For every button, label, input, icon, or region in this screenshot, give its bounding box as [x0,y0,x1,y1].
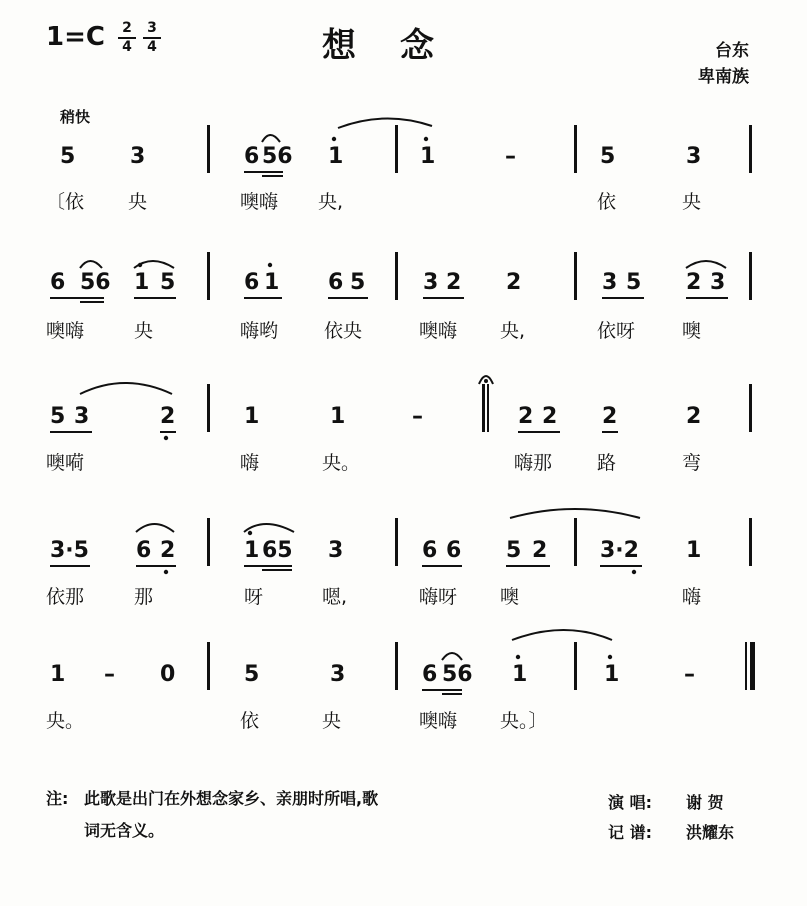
note: 5 [160,270,176,295]
note: 3 [130,144,146,169]
lyric: 呀 [244,586,264,608]
note: 2 [518,404,534,429]
lyric: 弯 [682,452,702,474]
barline [207,252,210,300]
slur [338,118,432,128]
slur [262,135,280,142]
barline [207,642,210,690]
fermata-dot [484,379,488,383]
lyric: 噢嗬 [46,452,85,474]
lyric: 噢嗨 [240,191,279,213]
note: 3 [710,270,726,295]
octave-dot-low [164,436,168,440]
note: 56 [442,662,473,687]
lyric: 路 [597,452,617,474]
note: 6 [244,144,260,169]
note: 6 [446,538,462,563]
note: 2 [602,404,618,429]
tempo-marking: 稍快 [60,108,91,126]
barline [574,125,577,173]
lyric: 嗨呀 [419,586,458,608]
slur [134,261,174,268]
slur [510,509,640,518]
octave-dot [248,531,252,535]
lyric: 央 [128,191,148,213]
barline [749,518,752,566]
lyric: 那 [134,586,154,608]
key-signature: 1=C [46,22,105,52]
barline [207,384,210,432]
barline [749,125,752,173]
transcriber-name: 洪耀东 [686,823,735,842]
octave-dot [332,137,336,141]
note: 5 [60,144,76,169]
octave-dot-low [632,570,636,574]
octave-dot-low [164,570,168,574]
double-barline [487,384,489,432]
note: 2 [686,404,702,429]
note: 2 [532,538,548,563]
slur [686,261,726,268]
note-label: 注: [46,789,69,808]
dash: – [684,662,695,687]
note: 3·5 [50,538,89,563]
octave-dot [608,655,612,659]
note: 5 [506,538,522,563]
lyric: 央。 [46,710,85,732]
final-barline-thick [750,642,755,690]
note: 3 [74,404,90,429]
dash: – [412,404,423,429]
note-high: 1 [604,662,620,687]
note: 5 [626,270,642,295]
barline [574,252,577,300]
time-signature-2-4: 2 4 [118,20,136,56]
note: 3 [330,662,346,687]
barline [749,252,752,300]
barline [207,518,210,566]
slur [136,524,174,532]
note: 3 [602,270,618,295]
note-high: 1 [134,270,150,295]
note: 2 [160,404,176,429]
lyric: 依那 [46,586,85,608]
song-title: 想念 [322,26,478,66]
barline [574,518,577,566]
note: 1 [244,404,260,429]
double-barline [482,384,485,432]
origin-region: 台东 [715,41,749,61]
lyric: 嗨 [240,452,260,474]
origin-ethnic-group: 卑南族 [698,67,749,87]
note: 56 [80,270,111,295]
time-signature-3-4: 3 4 [143,20,161,56]
lyric: 央 [322,710,342,732]
lyric: 噢嗨 [46,320,85,342]
note-high: 1 [512,662,528,687]
lyric: 嗨 [682,586,702,608]
slur [80,383,172,394]
lyric: 央 [682,191,702,213]
note-high: 1 [264,270,280,295]
note: 6 [328,270,344,295]
dash: – [104,662,115,687]
slur [244,524,294,532]
note: 1 [686,538,702,563]
octave-dot [424,137,428,141]
note-high: 1 [244,538,260,563]
lyric: 依央 [324,320,363,342]
lyric: 央, [500,320,526,342]
dash: – [505,144,516,169]
barline [395,642,398,690]
lyric: 依 [240,710,260,732]
note: 5 [50,404,66,429]
barline [395,125,398,173]
note: 2 [506,270,522,295]
note: 6 [50,270,66,295]
note: 6 [136,538,152,563]
note: 65 [262,538,293,563]
barline [749,384,752,432]
note: 6 [244,270,260,295]
lyric: 依呀 [597,320,636,342]
transcriber-label: 记 谱: [608,823,652,842]
slur [80,261,102,268]
note: 2 [446,270,462,295]
note: 1 [330,404,346,429]
barline [207,125,210,173]
slur [442,653,462,660]
note: 2 [686,270,702,295]
fermata-icon [479,376,493,384]
note: 3·2 [600,538,639,563]
lyric: 噢 [682,320,702,342]
slur [512,630,612,640]
note: 2 [542,404,558,429]
octave-dot [138,263,142,267]
lyric: 噢 [500,586,520,608]
lyric: 嗨哟 [240,320,279,342]
singer-label: 演 唱: [608,793,652,812]
lyric: 央。〕 [500,710,548,732]
note-text-line2: 词无含义。 [84,821,165,840]
note: 6 [422,662,438,687]
singer-name: 谢 贺 [686,793,724,812]
barline [574,642,577,690]
note: 5 [244,662,260,687]
note: 1 [50,662,66,687]
note: 5 [600,144,616,169]
lyric: 〔依 [46,191,85,213]
lyric: 央, [318,191,344,213]
note-high: 1 [420,144,436,169]
lyric: 依 [597,191,617,213]
note: 6 [422,538,438,563]
note: 5 [350,270,366,295]
lyric: 噢嗨 [419,320,458,342]
lyric: 央 [134,320,154,342]
lyric: 央。 [322,452,361,474]
note: 3 [686,144,702,169]
final-barline-thin [745,642,747,690]
note: 3 [328,538,344,563]
lyric: 噢嗨 [419,710,458,732]
barline [395,518,398,566]
rest: 0 [160,662,176,687]
note-high: 1 [328,144,344,169]
note: 2 [160,538,176,563]
octave-dot [516,655,520,659]
lyric: 嗨那 [514,452,553,474]
octave-dot [268,263,272,267]
note: 56 [262,144,293,169]
lyric: 嗯, [322,586,348,608]
barline [395,252,398,300]
note: 3 [423,270,439,295]
note-text-line1: 此歌是出门在外想念家乡、亲朋时所唱,歌 [84,789,379,808]
